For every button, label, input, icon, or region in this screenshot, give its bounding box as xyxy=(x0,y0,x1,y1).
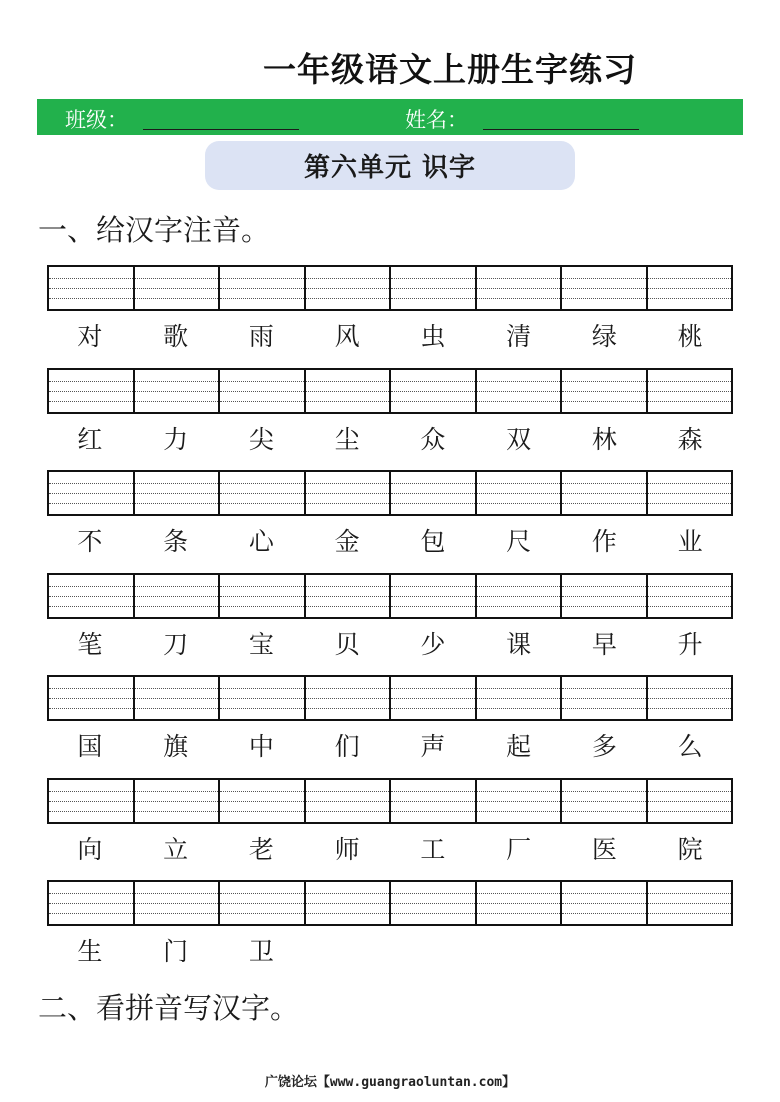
guide-line xyxy=(220,893,304,894)
class-field[interactable] xyxy=(143,129,299,130)
pinyin-cell[interactable] xyxy=(135,677,221,719)
guide-line xyxy=(562,596,646,597)
hanzi-char: 业 xyxy=(677,527,703,556)
guide-line xyxy=(477,791,561,792)
guide-line xyxy=(49,391,133,392)
pinyin-cell[interactable] xyxy=(562,780,648,822)
hanzi-char: 雨 xyxy=(248,322,274,351)
guide-line xyxy=(306,688,390,689)
guide-line xyxy=(477,503,561,504)
guide-line xyxy=(562,298,646,299)
guide-line xyxy=(648,606,732,607)
guide-line xyxy=(306,586,390,587)
hanzi-char: 风 xyxy=(334,322,360,351)
hanzi-char: 众 xyxy=(420,424,446,454)
guide-line xyxy=(220,698,304,699)
guide-line xyxy=(306,483,390,484)
guide-line xyxy=(306,606,390,607)
guide-line xyxy=(306,391,390,392)
guide-line xyxy=(135,391,219,392)
hanzi-char: 作 xyxy=(591,527,617,556)
hanzi-char: 多 xyxy=(591,732,617,761)
guide-line xyxy=(49,288,133,289)
guide-line xyxy=(477,381,561,382)
guide-line xyxy=(220,586,304,587)
guide-line xyxy=(220,493,304,494)
guide-line xyxy=(562,606,646,607)
guide-line xyxy=(220,483,304,484)
guide-line xyxy=(648,278,732,279)
hanzi-char: 早 xyxy=(591,629,617,659)
pinyin-cell[interactable] xyxy=(391,472,477,514)
guide-line xyxy=(391,391,475,392)
guide-line xyxy=(648,493,732,494)
pinyin-cell[interactable] xyxy=(391,780,477,822)
hanzi-char: 师 xyxy=(334,834,360,864)
pinyin-cell[interactable] xyxy=(306,780,392,822)
guide-line xyxy=(220,503,304,504)
guide-line xyxy=(220,278,304,279)
guide-line xyxy=(306,708,390,709)
pinyin-cell[interactable] xyxy=(220,575,306,617)
name-field[interactable] xyxy=(483,129,639,130)
guide-line xyxy=(477,801,561,802)
guide-line xyxy=(135,288,219,289)
guide-line xyxy=(220,801,304,802)
guide-line xyxy=(391,298,475,299)
page-title: 一年级语文上册生字练习 xyxy=(263,50,637,89)
guide-line xyxy=(135,401,219,402)
hanzi-char: 老 xyxy=(248,834,274,864)
pinyin-cell[interactable] xyxy=(391,267,477,309)
guide-line xyxy=(562,708,646,709)
guide-line xyxy=(306,791,390,792)
guide-line xyxy=(477,391,561,392)
guide-line xyxy=(49,688,133,689)
pinyin-cell[interactable] xyxy=(648,882,732,924)
guide-line xyxy=(477,288,561,289)
guide-line xyxy=(306,913,390,914)
guide-line xyxy=(562,893,646,894)
hanzi-char: 双 xyxy=(506,424,532,454)
guide-line xyxy=(49,708,133,709)
guide-line xyxy=(391,381,475,382)
pinyin-cell[interactable] xyxy=(220,882,306,924)
guide-line xyxy=(306,801,390,802)
pinyin-cell[interactable] xyxy=(135,882,221,924)
guide-line xyxy=(306,893,390,894)
guide-line xyxy=(477,913,561,914)
guide-line xyxy=(391,791,475,792)
guide-line xyxy=(562,391,646,392)
hanzi-char: 门 xyxy=(163,937,189,966)
guide-line xyxy=(562,586,646,587)
hanzi-char: 包 xyxy=(420,527,446,556)
pinyin-cell[interactable] xyxy=(306,575,392,617)
class-label: 班级： xyxy=(65,108,128,132)
pinyin-cell[interactable] xyxy=(135,575,221,617)
guide-line xyxy=(220,401,304,402)
pinyin-cell[interactable] xyxy=(306,472,392,514)
guide-line xyxy=(49,503,133,504)
hanzi-char: 心 xyxy=(248,527,274,556)
pinyin-grid xyxy=(47,470,733,516)
guide-line xyxy=(135,903,219,904)
guide-line xyxy=(391,503,475,504)
guide-line xyxy=(648,903,732,904)
section1-heading: 一、给汉字注音。 xyxy=(38,213,271,247)
guide-line xyxy=(220,913,304,914)
pinyin-grid xyxy=(47,778,733,824)
guide-line xyxy=(306,288,390,289)
guide-line xyxy=(648,893,732,894)
guide-line xyxy=(306,503,390,504)
guide-line xyxy=(220,606,304,607)
guide-line xyxy=(135,913,219,914)
pinyin-cell[interactable] xyxy=(648,472,732,514)
hanzi-char: 笔 xyxy=(77,629,103,659)
hanzi-char: 工 xyxy=(420,834,446,864)
pinyin-cell[interactable] xyxy=(477,370,563,412)
guide-line xyxy=(477,483,561,484)
pinyin-cell[interactable] xyxy=(648,677,732,719)
guide-line xyxy=(49,586,133,587)
pinyin-cell[interactable] xyxy=(391,677,477,719)
hanzi-char: 起 xyxy=(506,732,532,761)
guide-line xyxy=(49,596,133,597)
guide-line xyxy=(648,708,732,709)
hanzi-char: 尘 xyxy=(334,424,360,454)
pinyin-cell[interactable] xyxy=(220,780,306,822)
pinyin-cell[interactable] xyxy=(306,267,392,309)
hanzi-char: 课 xyxy=(506,629,532,659)
hanzi-char: 金 xyxy=(334,527,360,556)
guide-line xyxy=(648,298,732,299)
guide-line xyxy=(135,893,219,894)
char-row xyxy=(47,628,733,662)
guide-line xyxy=(49,401,133,402)
guide-line xyxy=(306,493,390,494)
guide-line xyxy=(220,288,304,289)
guide-line xyxy=(49,893,133,894)
guide-line xyxy=(648,503,732,504)
pinyin-cell[interactable] xyxy=(49,882,135,924)
hanzi-char: 向 xyxy=(77,834,103,864)
pinyin-cell[interactable] xyxy=(49,370,135,412)
pinyin-cell[interactable] xyxy=(648,267,732,309)
hanzi-char: 生 xyxy=(77,937,103,966)
pinyin-cell[interactable] xyxy=(220,472,306,514)
pinyin-cell[interactable] xyxy=(220,370,306,412)
guide-line xyxy=(391,596,475,597)
guide-line xyxy=(648,401,732,402)
footer-source: 广饶论坛【www.guangraoluntan.com】 xyxy=(264,1075,516,1090)
pinyin-cell[interactable] xyxy=(49,575,135,617)
pinyin-cell[interactable] xyxy=(135,780,221,822)
pinyin-cell[interactable] xyxy=(477,780,563,822)
guide-line xyxy=(49,483,133,484)
name-label: 姓名： xyxy=(405,108,468,132)
guide-line xyxy=(220,381,304,382)
guide-line xyxy=(477,688,561,689)
guide-line xyxy=(220,298,304,299)
guide-line xyxy=(562,688,646,689)
guide-line xyxy=(648,381,732,382)
pinyin-cell[interactable] xyxy=(477,677,563,719)
hanzi-char: 歌 xyxy=(163,322,189,351)
guide-line xyxy=(477,401,561,402)
pinyin-cell[interactable] xyxy=(220,677,306,719)
section2-heading: 二、看拼音写汉字。 xyxy=(38,991,300,1025)
guide-line xyxy=(562,698,646,699)
guide-line xyxy=(135,791,219,792)
guide-line xyxy=(648,288,732,289)
guide-line xyxy=(477,811,561,812)
guide-line xyxy=(648,811,732,812)
guide-line xyxy=(135,503,219,504)
guide-line xyxy=(648,596,732,597)
guide-line xyxy=(49,913,133,914)
char-row xyxy=(47,525,733,559)
guide-line xyxy=(391,913,475,914)
pinyin-cell[interactable] xyxy=(477,882,563,924)
guide-line xyxy=(648,801,732,802)
char-row xyxy=(47,730,733,764)
guide-line xyxy=(562,288,646,289)
guide-line xyxy=(135,708,219,709)
pinyin-cell[interactable] xyxy=(135,370,221,412)
guide-line xyxy=(391,708,475,709)
guide-line xyxy=(391,288,475,289)
guide-line xyxy=(49,493,133,494)
guide-line xyxy=(306,698,390,699)
guide-line xyxy=(135,483,219,484)
guide-line xyxy=(135,606,219,607)
hanzi-char: 国 xyxy=(77,732,103,761)
guide-line xyxy=(306,381,390,382)
pinyin-cell[interactable] xyxy=(391,575,477,617)
guide-line xyxy=(562,903,646,904)
guide-line xyxy=(135,811,219,812)
pinyin-cell[interactable] xyxy=(562,472,648,514)
guide-line xyxy=(391,698,475,699)
hanzi-char: 不 xyxy=(77,527,103,556)
pinyin-grid xyxy=(47,265,733,311)
guide-line xyxy=(391,801,475,802)
guide-line xyxy=(49,903,133,904)
hanzi-char: 绿 xyxy=(591,322,617,351)
guide-line xyxy=(135,493,219,494)
guide-line xyxy=(306,278,390,279)
guide-line xyxy=(477,586,561,587)
guide-line xyxy=(391,483,475,484)
hanzi-char: 林 xyxy=(591,424,617,454)
hanzi-char: 医 xyxy=(591,834,617,864)
pinyin-grid xyxy=(47,675,733,721)
guide-line xyxy=(477,596,561,597)
pinyin-cell[interactable] xyxy=(648,780,732,822)
guide-line xyxy=(477,893,561,894)
hanzi-char: 厂 xyxy=(506,834,532,864)
guide-line xyxy=(49,801,133,802)
guide-line xyxy=(391,893,475,894)
pinyin-cell[interactable] xyxy=(306,370,392,412)
hanzi-char: 森 xyxy=(677,424,703,454)
guide-line xyxy=(135,688,219,689)
guide-line xyxy=(562,483,646,484)
char-row xyxy=(47,833,733,867)
hanzi-char: 院 xyxy=(677,834,703,864)
guide-line xyxy=(49,278,133,279)
char-row xyxy=(47,423,733,457)
guide-line xyxy=(220,791,304,792)
guide-line xyxy=(391,903,475,904)
pinyin-cell[interactable] xyxy=(49,780,135,822)
hanzi-char: 声 xyxy=(420,732,446,761)
guide-line xyxy=(135,698,219,699)
guide-line xyxy=(49,298,133,299)
unit-title: 第六单元 识字 xyxy=(205,141,575,190)
hanzi-char: 中 xyxy=(248,732,274,761)
pinyin-cell[interactable] xyxy=(220,267,306,309)
hanzi-char: 红 xyxy=(77,424,103,454)
guide-line xyxy=(135,381,219,382)
guide-line xyxy=(306,811,390,812)
guide-line xyxy=(220,391,304,392)
guide-line xyxy=(477,493,561,494)
guide-line xyxy=(477,698,561,699)
pinyin-cell[interactable] xyxy=(135,472,221,514)
guide-line xyxy=(477,903,561,904)
hanzi-char: 少 xyxy=(420,629,446,659)
hanzi-char: 条 xyxy=(163,527,189,556)
guide-line xyxy=(477,606,561,607)
guide-line xyxy=(49,698,133,699)
pinyin-cell[interactable] xyxy=(562,882,648,924)
guide-line xyxy=(49,606,133,607)
guide-line xyxy=(648,483,732,484)
pinyin-cell[interactable] xyxy=(562,575,648,617)
pinyin-cell[interactable] xyxy=(477,267,563,309)
hanzi-char: 力 xyxy=(163,424,189,454)
header-bar xyxy=(37,99,743,135)
hanzi-char: 贝 xyxy=(334,629,360,659)
pinyin-cell[interactable] xyxy=(49,677,135,719)
pinyin-cell[interactable] xyxy=(135,267,221,309)
pinyin-cell[interactable] xyxy=(49,267,135,309)
guide-line xyxy=(135,586,219,587)
guide-line xyxy=(49,381,133,382)
hanzi-char: 卫 xyxy=(248,937,274,966)
guide-line xyxy=(49,791,133,792)
guide-line xyxy=(135,278,219,279)
hanzi-char: 桃 xyxy=(677,322,703,351)
guide-line xyxy=(391,688,475,689)
guide-line xyxy=(648,688,732,689)
guide-line xyxy=(562,278,646,279)
hanzi-char: 尖 xyxy=(248,424,274,454)
guide-line xyxy=(562,913,646,914)
guide-line xyxy=(391,401,475,402)
guide-line xyxy=(220,708,304,709)
guide-line xyxy=(391,493,475,494)
hanzi-char: 清 xyxy=(506,322,532,351)
guide-line xyxy=(562,381,646,382)
hanzi-char: 刀 xyxy=(163,629,189,659)
hanzi-char: 立 xyxy=(163,834,189,864)
hanzi-char: 升 xyxy=(677,629,703,659)
guide-line xyxy=(391,811,475,812)
guide-line xyxy=(648,913,732,914)
guide-line xyxy=(477,298,561,299)
guide-line xyxy=(49,811,133,812)
guide-line xyxy=(135,298,219,299)
char-row xyxy=(47,935,733,969)
hanzi-char: 旗 xyxy=(163,732,189,761)
hanzi-char: 虫 xyxy=(420,322,446,351)
pinyin-cell[interactable] xyxy=(648,575,732,617)
guide-line xyxy=(135,596,219,597)
guide-line xyxy=(306,298,390,299)
guide-line xyxy=(220,811,304,812)
guide-line xyxy=(648,791,732,792)
char-row xyxy=(47,320,733,354)
guide-line xyxy=(391,606,475,607)
guide-line xyxy=(306,903,390,904)
guide-line xyxy=(306,596,390,597)
pinyin-cell[interactable] xyxy=(49,472,135,514)
pinyin-cell[interactable] xyxy=(477,472,563,514)
pinyin-grid xyxy=(47,573,733,619)
guide-line xyxy=(391,278,475,279)
guide-line xyxy=(306,401,390,402)
pinyin-cell[interactable] xyxy=(391,882,477,924)
guide-line xyxy=(477,278,561,279)
guide-line xyxy=(135,801,219,802)
guide-line xyxy=(477,708,561,709)
pinyin-cell[interactable] xyxy=(562,370,648,412)
guide-line xyxy=(220,688,304,689)
pinyin-cell[interactable] xyxy=(306,882,392,924)
pinyin-cell[interactable] xyxy=(306,677,392,719)
guide-line xyxy=(648,391,732,392)
guide-line xyxy=(562,503,646,504)
hanzi-char: 么 xyxy=(677,732,703,761)
hanzi-char: 对 xyxy=(77,322,103,351)
pinyin-cell[interactable] xyxy=(477,575,563,617)
pinyin-cell[interactable] xyxy=(562,267,648,309)
guide-line xyxy=(220,903,304,904)
pinyin-grid xyxy=(47,368,733,414)
hanzi-char: 宝 xyxy=(248,629,274,659)
pinyin-grid xyxy=(47,880,733,926)
pinyin-cell[interactable] xyxy=(648,370,732,412)
hanzi-char: 们 xyxy=(334,732,360,761)
guide-line xyxy=(562,791,646,792)
pinyin-cell[interactable] xyxy=(562,677,648,719)
guide-line xyxy=(562,401,646,402)
pinyin-cell[interactable] xyxy=(391,370,477,412)
guide-line xyxy=(648,586,732,587)
guide-line xyxy=(220,596,304,597)
guide-line xyxy=(562,801,646,802)
guide-line xyxy=(648,698,732,699)
guide-line xyxy=(391,586,475,587)
guide-line xyxy=(562,493,646,494)
guide-line xyxy=(562,811,646,812)
hanzi-char: 尺 xyxy=(506,527,532,556)
